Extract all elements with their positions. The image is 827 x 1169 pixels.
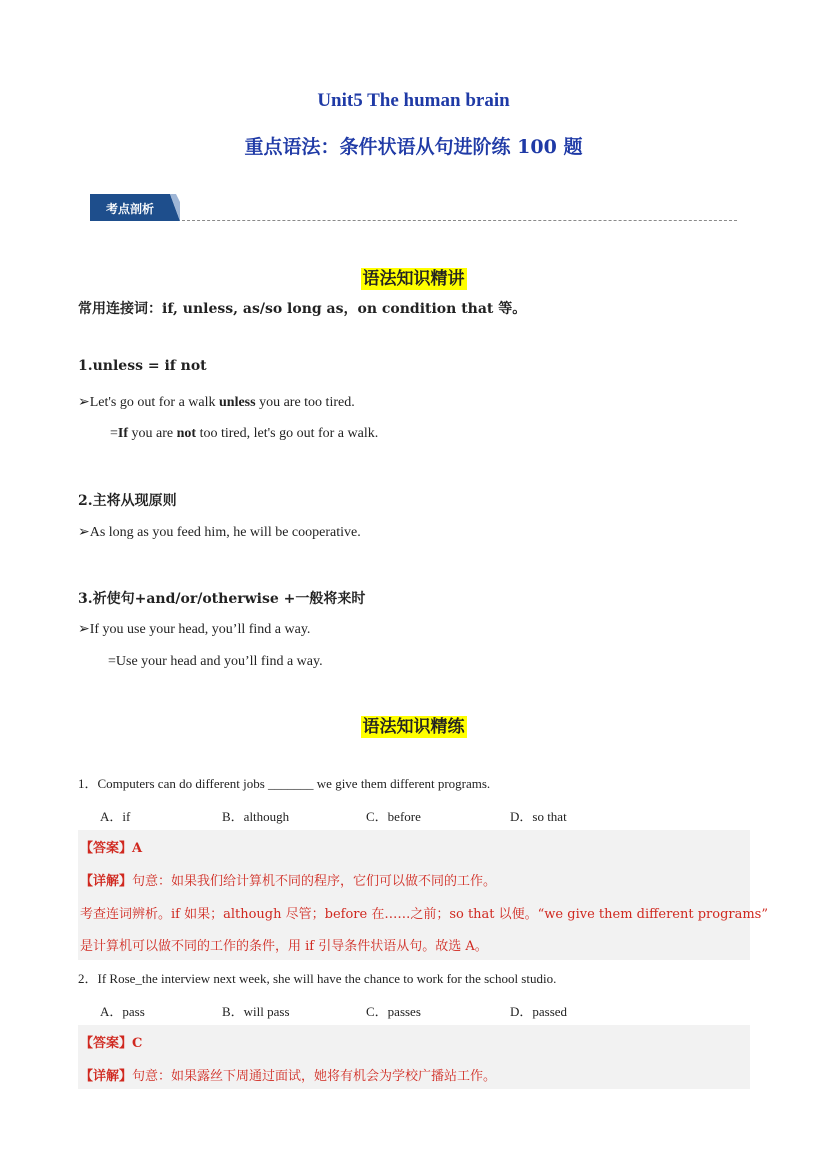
- example-keyword: unless: [219, 395, 256, 410]
- question-2-option-d: D．passed: [510, 1004, 568, 1019]
- question-2-stem: 2．If Rose_the interview next week, she will have the chance to work for the school studio.: [78, 971, 557, 986]
- point1-example2: [110, 426, 378, 442]
- point2-example1: ➢As long as you feed him, he will be cooperative.: [78, 525, 361, 540]
- question-2-option-c: C．passes: [366, 1004, 421, 1019]
- example-text: =: [110, 426, 118, 441]
- question-2-answer-box: [78, 1025, 750, 1089]
- question-1-option-d: D．so that: [510, 809, 567, 824]
- document-subtitle: 重点语法：条件状语从句进阶练 100 题: [244, 136, 583, 158]
- example-text: too tired, let's go out for a walk.: [196, 426, 379, 441]
- example-keyword: If: [117, 426, 129, 441]
- point-heading-text: 主将从现原则: [92, 493, 177, 509]
- point3-example1: ➢If you use your head, you’ll find a way.: [78, 622, 311, 637]
- example-text: you are too tired.: [255, 395, 355, 410]
- question-2-option-a: A．pass: [100, 1004, 145, 1019]
- example-text: you are: [128, 426, 177, 441]
- detail-text: 句意：如果露丝下周通过面试，她将有机会为学校广播站工作。: [132, 1069, 497, 1084]
- point2-heading: [78, 490, 177, 510]
- point-heading-text: unless = if not: [92, 358, 207, 374]
- tag-label: 考点剖析: [106, 202, 155, 216]
- section-tag: [90, 194, 180, 221]
- question-1-option-b: B．although: [222, 809, 290, 824]
- answer-text: 【答案】C: [80, 1036, 143, 1051]
- point-number: 3.: [78, 591, 93, 607]
- section-title-text: 语法知识精讲: [362, 269, 465, 289]
- question-1-detail: [80, 870, 496, 889]
- section-title-practice: [0, 712, 827, 737]
- question-1-analysis-line2: 是计算机可以做不同的工作的条件，用 if 引导条件状语从句。故选 A。: [80, 939, 488, 954]
- intro-label: 常用连接词：: [78, 301, 162, 317]
- question-1-stem: 1．Computers can do different jobs _______ we give them different programs.: [78, 776, 491, 791]
- question-1-option-c: C．before: [366, 809, 421, 824]
- answer-text: 【答案】A: [80, 841, 143, 856]
- point3-example2: =Use your head and you’ll find a way.: [108, 654, 323, 669]
- point1-heading: [78, 358, 207, 374]
- detail-label: 【详解】: [80, 1069, 133, 1084]
- point-heading-text: 祈使句+and/or/otherwise +一般将来时: [92, 591, 366, 607]
- section-title-lecture: [0, 264, 827, 289]
- document-title: Unit5 The human brain: [317, 90, 510, 111]
- point1-example1: [78, 394, 355, 411]
- intro-line: [78, 298, 526, 318]
- question-1-option-a: A．if: [100, 809, 131, 824]
- detail-text: 句意：如果我们给计算机不同的程序，它们可以做不同的工作。: [132, 874, 497, 889]
- question-2-answer: [80, 1032, 142, 1051]
- detail-label: 【详解】: [80, 874, 133, 889]
- question-1-answer: [80, 837, 142, 856]
- point3-heading: [78, 588, 365, 608]
- question-2-detail: [80, 1065, 496, 1084]
- example-keyword: not: [176, 426, 197, 441]
- question-2-option-b: B．will pass: [222, 1004, 290, 1019]
- question-1-answer-box: [78, 830, 768, 960]
- point-number: 1.: [78, 358, 93, 374]
- question-1-analysis-line1: 考查连词辨析。if 如果；although 尽管；before 在……之前；so that 以便。“we give them different programs”: [80, 907, 768, 922]
- dashed-divider: [182, 220, 737, 221]
- point-number: 2.: [78, 493, 93, 509]
- example-text: ➢Let's go out for a walk: [78, 395, 219, 410]
- section-title-text: 语法知识精练: [362, 717, 465, 737]
- intro-text: if, unless, as/so long as，on condition that 等。: [162, 301, 527, 317]
